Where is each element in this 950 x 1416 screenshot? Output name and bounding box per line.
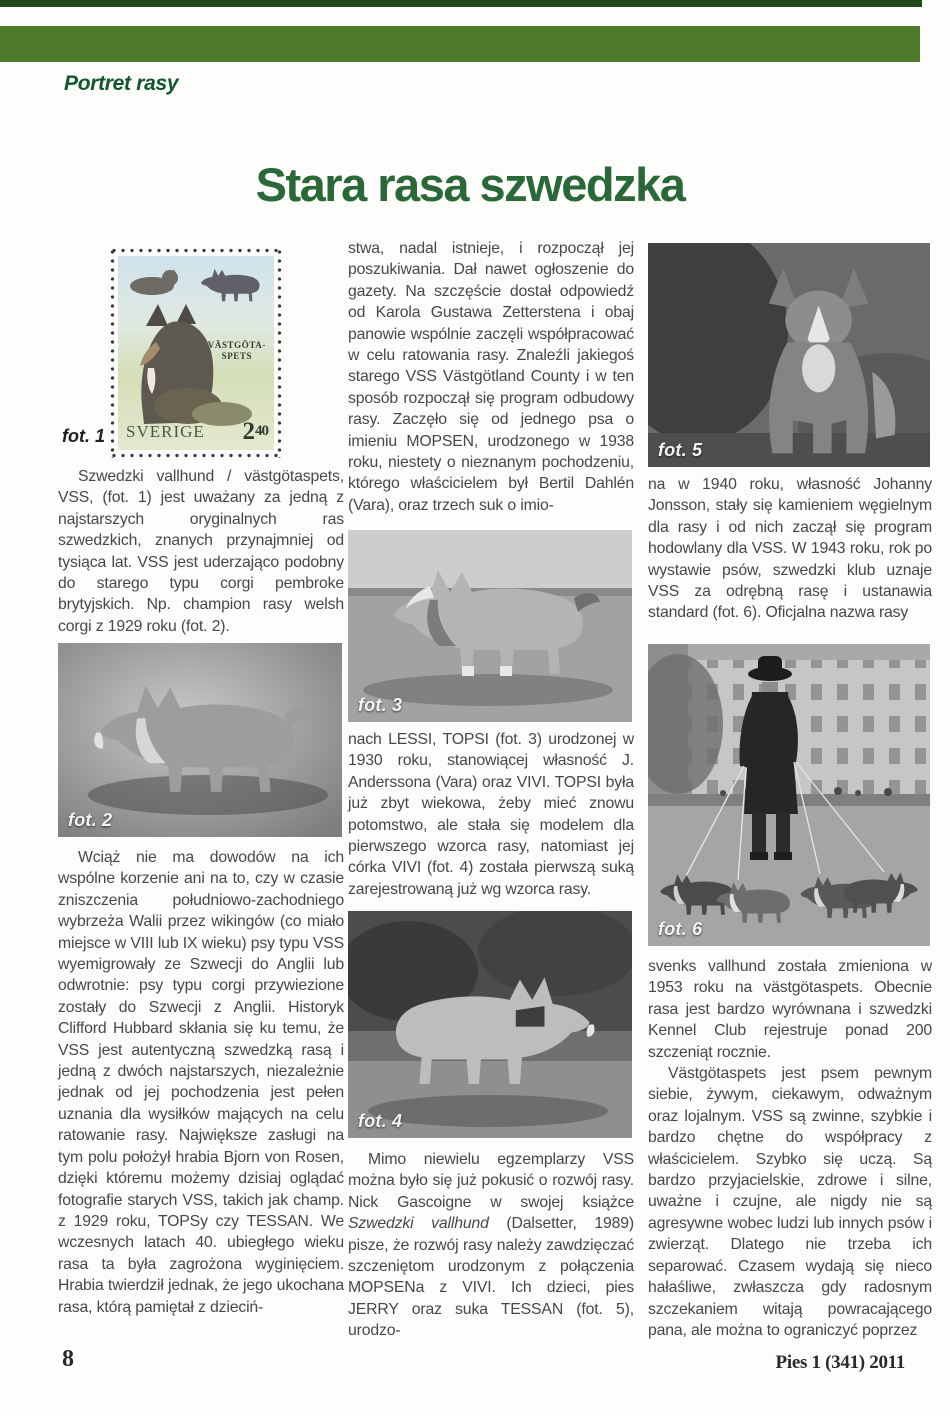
article-paragraph: svenks vallhund została zmieniona w 1953 roku na västgötaspets. Obecnie rasa jest bardzo wyrównana i szwedzki Kennel Club rejestruje ponad 200 szczeniąt rocznie.: [648, 958, 932, 1061]
dog-photo-illustration: [648, 243, 930, 467]
article-paragraph: Wciąż nie ma dowodów na ich wspólne korzenie ani na to, czy w czasie zniszczenia południowo-zachodniego wybrzeża Walii przez wikingów (co miało miejsce w VIII lub IX wieku) psy typu VSS wyemigrowały ze Szwecji do Anglii lub odwrotnie: psy typu corgi przywiezione zostały do Szwecji z Anglii. Historyk Clifford Hubbard skłania się ku temu, że VSS jest autentyczną szwedzką rasą i jedną z dwóch najstarszych, niezależnie jednak od jej pochodzenia jest pełen uznania dla wysiłków mających na celu ratowanie rasy. Największe zasługi na tym polu położył hrabia Bjorn von Rosen, dzięki któremu możemy dzisiaj oglądać fotografie starych VSS, takich jak champ. z 1929 roku, TOPSy czy TESSAN. We wczesnych latach 40. ubiegłego wieku rasa ta była zagrożona wyginięciem. Hrabia twierdził jednak, że jego ukochana rasa, którą pamiętał z dzieciń-: [58, 849, 344, 1316]
article-column-3-cont: [648, 956, 932, 1341]
photo-caption: fot. 5: [658, 440, 703, 460]
article-column-2-end: [348, 1149, 634, 1342]
article-column-1-cont: [58, 847, 344, 1318]
stamp-photo-fot1: [108, 246, 284, 460]
stamp-perforation: [110, 452, 282, 459]
dog-silhouette: [201, 269, 260, 301]
article-paragraph: nach LESSI, TOPSI (fot. 3) urodzonej w 1930 roku, stanowiącej własność J. Anderssona (Vara) oraz VIVI. TOPSI była już zbyt wiekowa, żeby mieć znowu potomstwo, ale stała się modelem dla pierwszego wzorca rasy, natomiast jej córka VIVI (fot. 4) została pierwszą suką zarejestrowaną już wg wzorca rasy.: [348, 731, 634, 898]
photo-caption: fot. 6: [658, 919, 703, 939]
issue-label: Pies 1 (341) 2011: [775, 1352, 905, 1373]
stamp-perforation: [276, 248, 283, 458]
photo-fot4: [348, 911, 632, 1138]
photo-fot3: [348, 530, 632, 722]
section-label: Portret rasy: [64, 72, 179, 95]
top-accent-strip: [0, 0, 922, 7]
stamp-denomination: 240: [242, 418, 268, 445]
page-number: 8: [62, 1346, 74, 1372]
photo-caption: fot. 2: [68, 810, 113, 830]
photo-caption: fot. 3: [358, 695, 403, 715]
page-title: Stara rasa szwedzka: [255, 158, 685, 212]
photo-fot5: [648, 243, 930, 467]
stamp-perforation: [109, 248, 116, 458]
photo-fot2: [58, 643, 342, 837]
article-column-2: [348, 238, 634, 516]
stamp-country: SVERIGE: [126, 422, 205, 441]
article-column-3: [648, 474, 932, 624]
book-title: Szwedzki vallhund: [348, 1215, 489, 1233]
article-column-1: [58, 466, 344, 637]
header-green-bar: [0, 26, 920, 62]
dog-head-illustration: [140, 304, 252, 426]
photo-fot6: [648, 644, 930, 946]
article-column-2-cont: [348, 729, 634, 900]
photo-caption: fot. 4: [358, 1111, 403, 1131]
stamp-perforation: [110, 247, 282, 254]
stamp-artwork: [118, 256, 274, 450]
dog-photo-illustration: [348, 911, 632, 1138]
article-paragraph: Mimo niewielu egzemplarzy VSS można było się już pokusić o rozwój rasy. Nick Gascoigne w swojej książce Szwedzki vallhund (Dalsetter, 1989) pisze, że rozwój rasy należy zawdzięczać szczeniętom urodzonym z połączenia MOPSENa z VIVI. Ich dzieci, pies JERRY oraz suka TESSAN (fot. 5), urodzo-: [348, 1151, 634, 1340]
stamp-bottom-row: [126, 418, 268, 445]
dog-photo-illustration: [58, 643, 342, 837]
article-paragraph: stwa, nadal istnieje, i rozpoczął jej poszukiwania. Dał nawet ogłoszenie do gazety. Na szczęście dostał odpowiedź od Karola Gustawa Zetterstena i obaj panowie wspólnie zaczęli współpracować w celu ratowania rasy. Znaleźli jakiegoś starego VSS Västgötland County i w ten sposób rozpoczął się program odbudowy rasy. Zaczęło się od jednego psa o imieniu MOPSEN, urodzonego w 1938 roku, niestety o nieznanym pochodzeniu, którego właścicielem był Bertil Dahlén (Vara), oraz trzech suk o imio-: [348, 240, 634, 514]
dog-silhouette: [130, 269, 178, 295]
photo-caption-fot1: fot. 1: [62, 426, 105, 446]
article-paragraph: Västgötaspets jest psem pewnym siebie, żywym, ciekawym, odważnym oraz lojalnym. VSS są zwinne, szybkie i bardzo chętne do współpracy z właścicielem. Szybko się uczą. Są bardzo przyjacielskie, zdrowe i silne, uważne i czujne, ale nigdy nie są agresywne wobec ludzi lub innych psów i zwierząt. Dlatego nie trzeba ich separować. Czasem wydają się nieco hałaśliwe, zwłaszcza gdy radosnym szczekaniem witają powracającego pana, ale można to ograniczyć poprzez: [648, 1065, 932, 1339]
handler-with-dogs-illustration: [648, 644, 930, 946]
article-paragraph: Szwedzki vallhund / västgötaspets, VSS, (fot. 1) jest uważany za jedną z najstarszych oryginalnych ras szwedzkich, znanych przynajmniej od tysiąca lat. VSS jest uderzająco podobny do starego typu corgi pembroke brytyjskich. Np. champion rasy welsh corgi z 1929 roku (fot. 2).: [58, 468, 344, 635]
article-paragraph: na w 1940 roku, własność Johanny Jonsson, stały się kamieniem węgielnym dla rasy i od nich zaczął się program hodowlany dla VSS. W 1943 roku, rok po wystawie psów, szwedzki klub uznaje VSS za odrębną rasę i ustanawia standard (fot. 6). Oficjalna nazwa rasy: [648, 476, 932, 622]
dog-photo-illustration: [348, 530, 632, 722]
stamp-breed-label: VÄSTGÖTA- SPETS: [207, 340, 266, 361]
